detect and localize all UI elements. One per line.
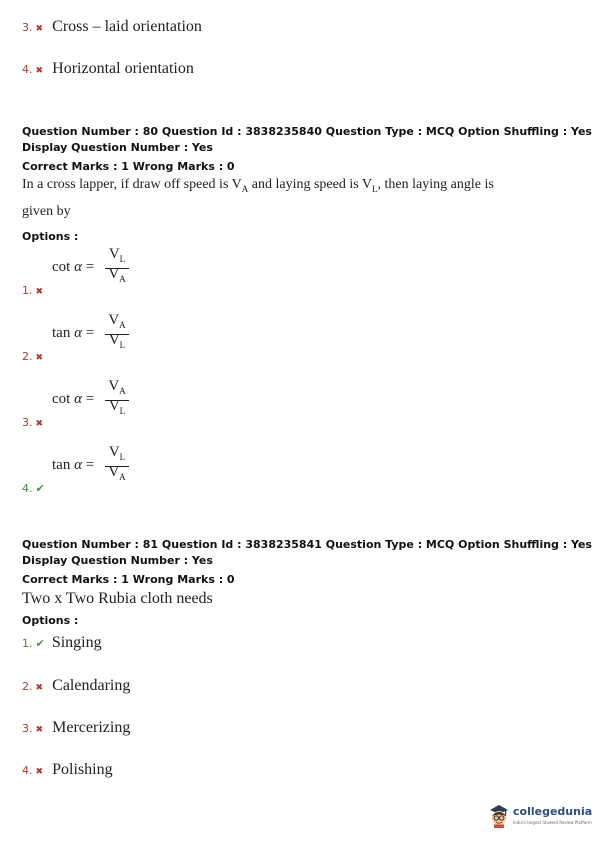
cross-mark-icon: ✖: [35, 287, 44, 297]
q80-header: Question Number : 80 Question Id : 3838235840 Question Type : MCQ Option Shuffling : Yes: [22, 125, 592, 138]
q80-marks: Correct Marks : 1 Wrong Marks : 0: [22, 160, 235, 173]
q80-question-text: [22, 177, 494, 194]
option-number: 1.: [22, 284, 33, 297]
formula-numerator: $V_A$: [108, 312, 126, 330]
cross-mark-icon: ✖: [35, 767, 44, 777]
q81-option-1: [22, 632, 102, 652]
formula-denominator: $V_A$: [108, 464, 126, 482]
formula-eq: =: [85, 391, 95, 407]
option-number: 2.: [22, 350, 33, 363]
formula-numerator: $V_L$: [108, 444, 126, 462]
cross-mark-icon: ✖: [35, 683, 44, 693]
q80-text-part: In a cross lapper, if draw off speed is V: [22, 177, 242, 192]
formula-eq: =: [85, 325, 95, 341]
option-number: 3.: [22, 21, 33, 34]
formula-func: tan: [52, 325, 71, 341]
mascot-icon: [488, 802, 510, 828]
option-number: 4.: [22, 482, 33, 495]
q81-header: Question Number : 81 Question Id : 3838235841 Question Type : MCQ Option Shuffling : Yes: [22, 538, 592, 551]
collegedunia-logo: [488, 800, 593, 832]
q81-option-4: [22, 759, 113, 779]
cross-mark-icon: ✖: [35, 24, 44, 34]
formula-eq: =: [85, 259, 95, 275]
cross-mark-icon: ✖: [35, 725, 44, 735]
q80-option-1-number: [22, 279, 43, 298]
prev-option-4: [22, 58, 194, 78]
q80-option-4-number: [22, 477, 45, 496]
formula-numerator: $V_L$: [108, 246, 126, 264]
option-text: Cross – laid orientation: [52, 18, 202, 35]
check-mark-icon: ✔: [35, 637, 45, 650]
q81-question-text: Two x Two Rubia cloth needs: [22, 590, 213, 607]
option-number: 4.: [22, 764, 33, 777]
q81-option-2: [22, 675, 130, 695]
q80-text-part: and laying speed is V: [248, 177, 373, 192]
q81-options-label: Options :: [22, 614, 79, 627]
formula-denominator: $V_L$: [108, 398, 126, 416]
option-text: Horizontal orientation: [52, 60, 194, 77]
brand-tagline: India's largest Student Review Platform: [513, 820, 592, 825]
formula-func: cot: [52, 259, 71, 275]
option-text: Mercerizing: [52, 719, 131, 736]
formula-denominator: $V_L$: [108, 332, 126, 350]
formula-numerator: $V_A$: [108, 378, 126, 396]
option-text: Calendaring: [52, 677, 131, 694]
q81-display-number: Display Question Number : Yes: [22, 554, 213, 567]
q80-options-label: Options :: [22, 230, 79, 243]
brand-name: collegedunia: [513, 805, 593, 818]
q80-text-part: , then laying angle is: [377, 177, 494, 192]
option-number: 1.: [22, 637, 33, 650]
check-mark-icon: ✔: [35, 482, 45, 495]
cross-mark-icon: ✖: [35, 353, 44, 363]
formula-var: α: [74, 391, 82, 407]
q80-option-3-number: [22, 411, 43, 430]
option-text: Singing: [51, 634, 102, 651]
prev-option-3: [22, 16, 202, 36]
q80-question-text-line2: given by: [22, 204, 71, 219]
option-text: Polishing: [52, 761, 113, 778]
formula-var: α: [74, 457, 82, 473]
q81-marks: Correct Marks : 1 Wrong Marks : 0: [22, 573, 235, 586]
q80-option-2-number: [22, 345, 43, 364]
formula-var: α: [74, 325, 82, 341]
q80-sub: L: [372, 183, 378, 194]
option-number: 3.: [22, 416, 33, 429]
q80-sub: A: [241, 183, 249, 194]
q80-display-number: Display Question Number : Yes: [22, 141, 213, 154]
option-number: 2.: [22, 680, 33, 693]
option-number: 3.: [22, 722, 33, 735]
formula-func: tan: [52, 457, 71, 473]
option-number: 4.: [22, 63, 33, 76]
formula-denominator: $V_A$: [108, 266, 126, 284]
q81-option-3: [22, 717, 130, 737]
formula-var: α: [74, 259, 82, 275]
formula-func: cot: [52, 391, 71, 407]
formula-eq: =: [85, 457, 95, 473]
cross-mark-icon: ✖: [35, 419, 44, 429]
cross-mark-icon: ✖: [35, 66, 44, 76]
